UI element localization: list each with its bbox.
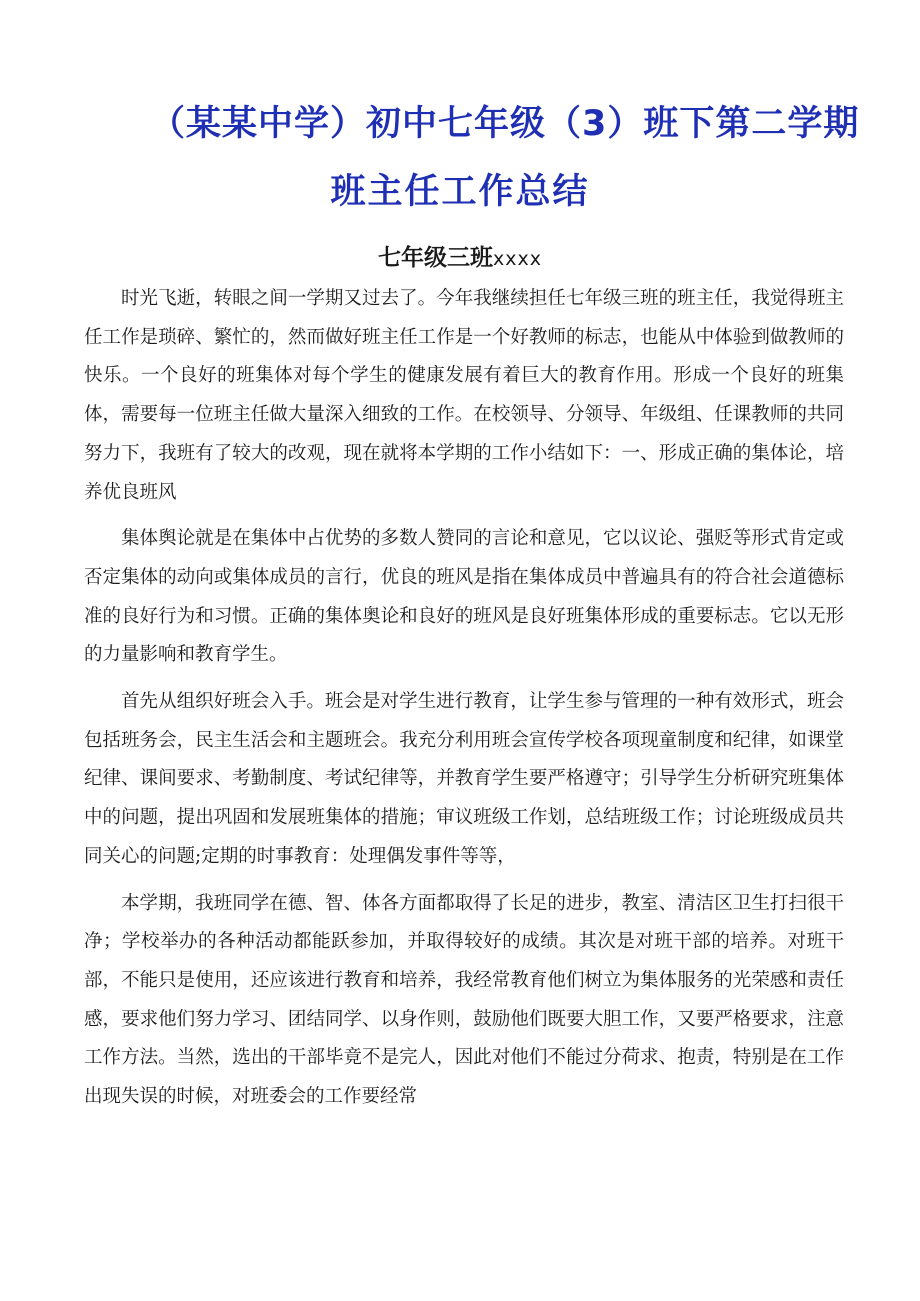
subtitle-author-placeholder: xxxx [493,248,542,270]
paragraph-intro: 时光飞逝，转眼之间一学期又过去了。今年我继续担任七年级三班的班主任，我觉得班主任工作是琐碎、繁忙的，然而做好班主任工作是一个好教师的标志，也能从中体验到做教师的快乐。一个良好的班集体对每个学生的健康发展有着巨大的教育作用。形成一个良好的班集体，需要每一位班主任做大量深入细致的工作。在校领导、分领导、年级组、任课教师的共同努力下，我班有了较大的改观，现在就将本学期的工作小结如下：一、形成正确的集体论，培养优良班风 [84,288,844,503]
paragraph-class-meeting: 首先从组织好班会入手。班会是对学生进行教育，让学生参与管理的一种有效形式，班会包括班务会，民主生活会和主题班会。我充分利用班会宣传学校各项现童制度和纪律，如课堂纪律、课间要求、考勤制度、考试纪律等，并教育学生要严格遵守；引导学生分析研究班集体中的问题，提出巩固和发展班集体的措施；审议班级工作划，总结班级工作；讨论班级成员共同关心的问题;定期的时事教育：处理偶发事件等等， [84,691,844,867]
subtitle-class-name: 七年级三班 [378,245,493,271]
document-title-line-1: （某某中学）初中七年级（3）班下第二学期 [150,104,860,144]
paragraph-semester-progress: 本学期，我班同学在德、智、体各方面都取得了长足的进步，教室、清洁区卫生打扫很干净；学校举办的各种活动都能跃参加，并取得较好的成绩。其次是对班干部的培养。对班干部，不能只是使用，还应该进行教育和培养，我经常教育他们树立为集体服务的光荣感和责任感，要求他们努力学习、团结同学、以身作则，鼓励他们既要大胆工作，又要严格要求，注意工作方法。当然，选出的干部毕竟不是完人，因此对他们不能过分荷求、抱责，特别是在工作出现失误的时候，对班委会的工作要经常 [84,892,844,1108]
document-body [84,280,844,1125]
document-title-line-2: 班主任工作总结 [330,172,590,212]
paragraph-collective-opinion: 集体舆论就是在集体中占优势的多数人赞同的言论和意见，它以议论、强贬等形式肯定或否定集体的动向或集体成员的言行，优良的班风是指在集体成员中普遍具有的符合社会道德标准的良好行为和习惯。正确的集体奥论和良好的班风是良好班集体形成的重要标志。它以无形的力量影响和教育学生。 [84,528,844,666]
document-subtitle [0,238,920,279]
